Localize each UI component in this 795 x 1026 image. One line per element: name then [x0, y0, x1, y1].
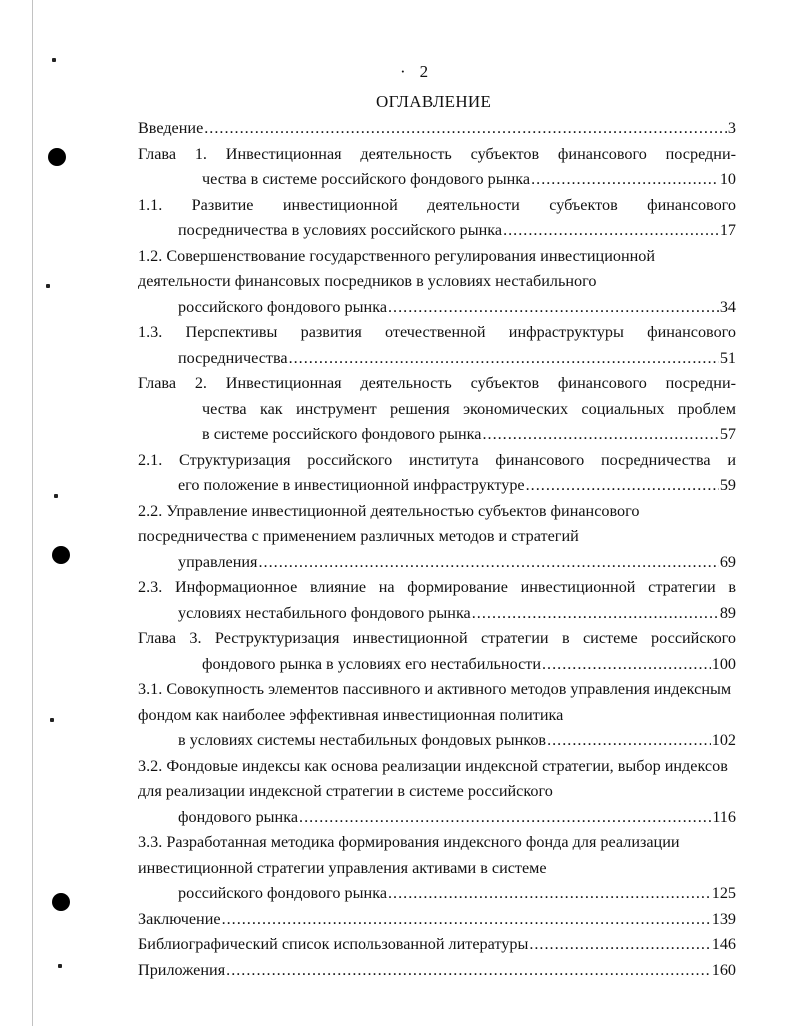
- punch-hole-3: [52, 893, 70, 911]
- toc-entry-appendix: Приложения ..... 160: [138, 958, 736, 984]
- scan-speck: [54, 494, 58, 498]
- toc-entry-3-2: 3.2. Фондовые индексы как основа реализации индексной стратегии, выбор индексов для реализации индексной стратегии в системе российского фондового рынка ..... 116: [138, 754, 736, 831]
- scan-speck: [58, 964, 62, 968]
- toc-entry-3-1: 3.1. Совокупность элементов пассивного и активного методов управления индексным фондом как наиболее эффективная инвестиционная политика в условиях системы нестабильных фондовых рынков ..... 102: [138, 677, 736, 754]
- toc-entry-1-2: 1.2. Совершенствование государственного регулирования инвестиционной деятельности финансовых посредников в условиях нестабильного российского фондового рынка ..... 34: [138, 244, 736, 321]
- table-of-contents: [138, 116, 736, 983]
- toc-entry-intro: Введение ..... 3: [138, 116, 736, 142]
- toc-entry-1-1: 1.1. Развитие инвестиционной деятельности субъектов финансового посредничества в условиях российского рынка ..... 17: [138, 193, 736, 244]
- toc-entry-2-3: 2.3. Информационное влияние на формирование инвестиционной стратегии в условиях нестабильного фондового рынка ..... 89: [138, 575, 736, 626]
- punch-hole-2: [52, 546, 70, 564]
- scan-speck: [46, 284, 50, 288]
- toc-entry-conclusion: Заключение ..... 139: [138, 907, 736, 933]
- toc-title: ОГЛАВЛЕНИЕ: [376, 92, 492, 111]
- toc-entry-chapter-1: Глава 1. Инвестиционная деятельность субъектов финансового посредни- чества в системе российского фондового рынка ..... 10: [138, 142, 736, 193]
- toc-entry-chapter-3: Глава 3. Реструктуризация инвестиционной стратегии в системе российского фондового рынка в условиях его нестабильности ..... 100: [138, 626, 736, 677]
- scan-speck: [50, 718, 54, 722]
- toc-entry-2-2: 2.2. Управление инвестиционной деятельностью субъектов финансового посредничества с применением различных методов и стратегий управления ..... 69: [138, 499, 736, 576]
- scan-margin-line: [32, 0, 33, 1026]
- toc-entry-1-3: 1.3. Перспективы развития отечественной инфраструктуры финансового посредничества ..... 51: [138, 320, 736, 371]
- toc-entry-bibliography: Библиографический список использованной литературы ..... 146: [138, 932, 736, 958]
- toc-entry-3-3: 3.3. Разработанная методика формирования индексного фонда для реализации инвестиционной стратегии управления активами в системе российского фондового рынка ..... 125: [138, 830, 736, 907]
- scan-speck: [52, 58, 56, 62]
- toc-entry-2-1: 2.1. Структуризация российского института финансового посредничества и его положение в инвестиционной инфраструктуре ..... 59: [138, 448, 736, 499]
- page-number: · 2: [400, 62, 429, 81]
- toc-entry-chapter-2: Глава 2. Инвестиционная деятельность субъектов финансового посредни- чества как инструмент решения экономических социальных проблем в системе российского фондового рынка ..... 57: [138, 371, 736, 448]
- punch-hole-1: [48, 148, 66, 166]
